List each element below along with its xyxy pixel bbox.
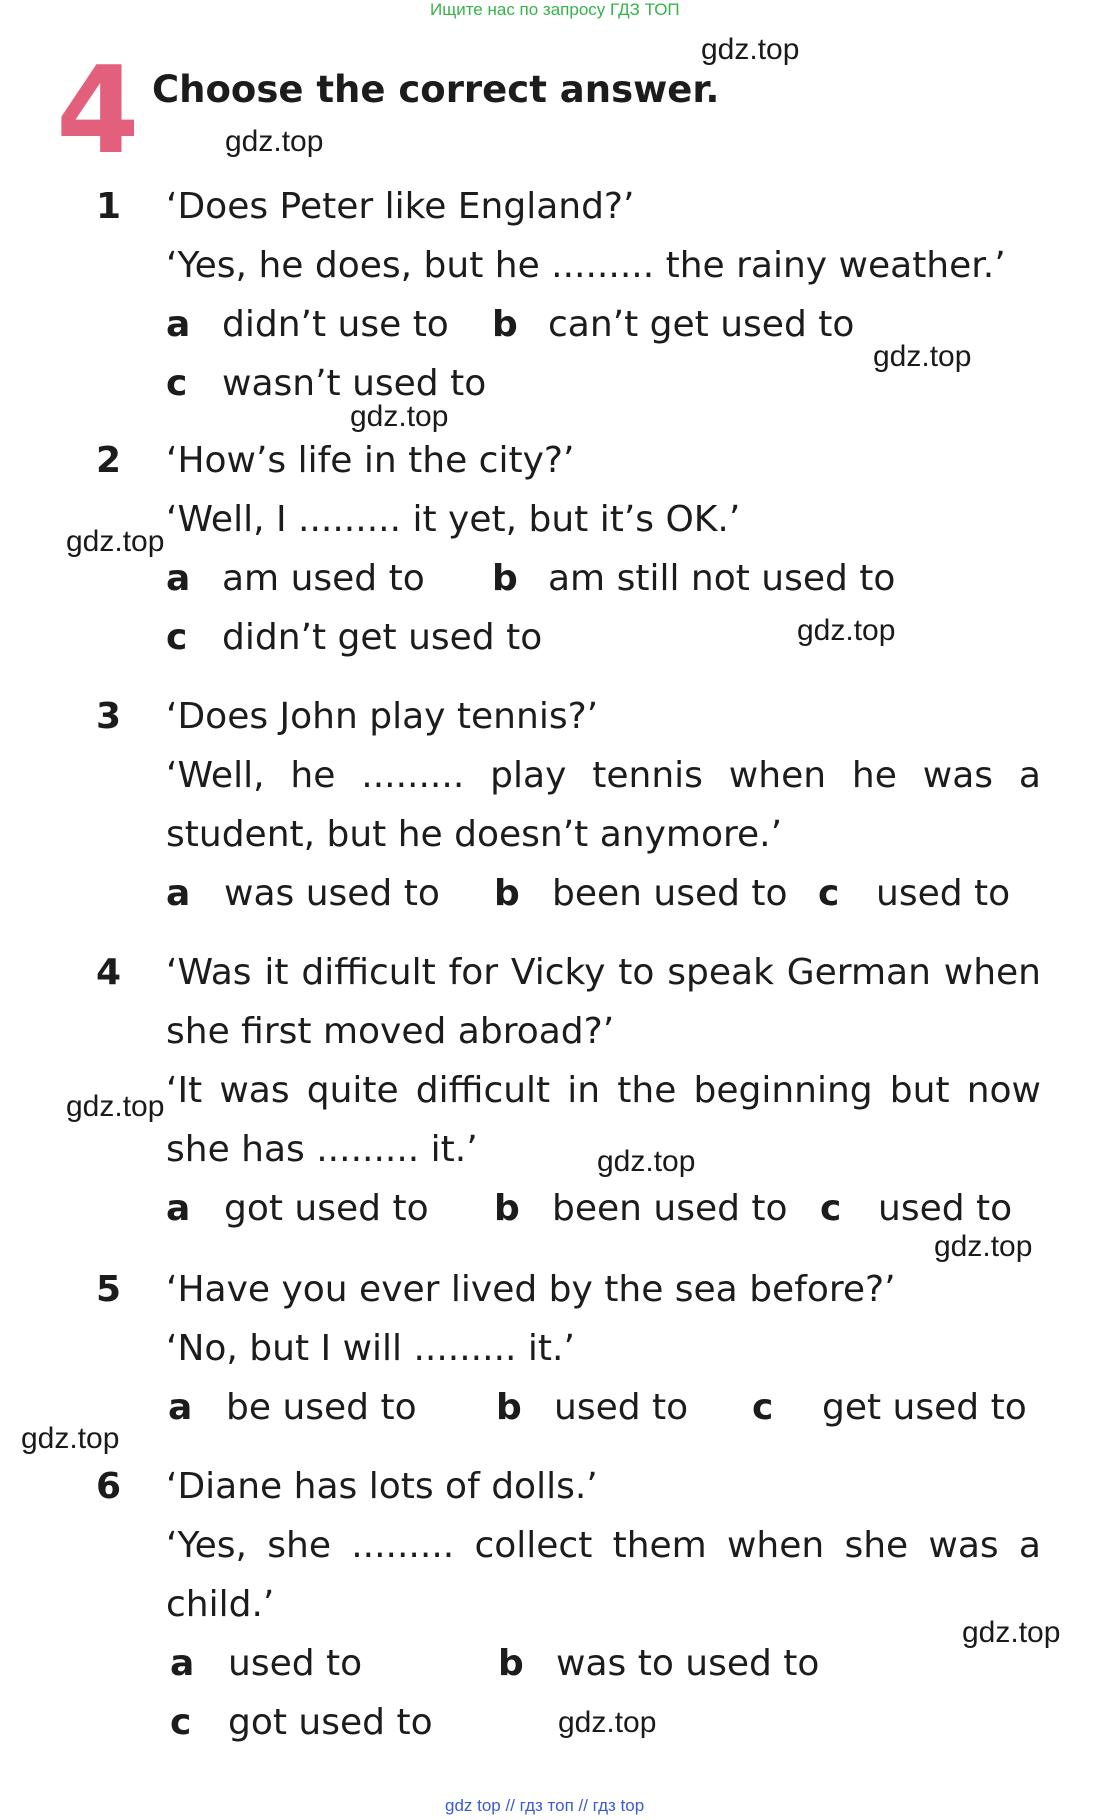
question-6-line-2: ‘Yes, she ......... collect them when she was a xyxy=(166,1525,1041,1566)
question-4-line-3: ‘It was quite difficult in the beginning but now xyxy=(166,1070,1041,1111)
question-5-option-b-letter: b xyxy=(496,1387,522,1428)
question-4-option-a: got used to xyxy=(224,1188,429,1229)
question-3-option-c-letter: c xyxy=(818,873,840,914)
watermark: gdz.top xyxy=(21,1422,120,1455)
question-3-line-2: ‘Well, he ......... play tennis when he was a xyxy=(166,755,1041,796)
exercise-number: 4 xyxy=(56,42,140,181)
watermark: gdz.top xyxy=(797,614,896,647)
question-6-option-a: used to xyxy=(228,1643,363,1684)
question-3-option-a: was used to xyxy=(224,873,440,914)
watermark: gdz.top xyxy=(701,33,800,66)
question-3-option-c: used to xyxy=(876,873,1011,914)
question-5-option-a-letter: a xyxy=(168,1387,193,1428)
question-6-line-3: child.’ xyxy=(166,1584,275,1625)
question-6-option-c: got used to xyxy=(228,1702,433,1743)
footer-caption: gdz top // гдз топ // гдз top xyxy=(445,1796,645,1815)
question-6-option-c-letter: c xyxy=(170,1702,192,1743)
question-1-option-a-letter: a xyxy=(166,304,191,345)
question-2-option-a: am used to xyxy=(222,558,425,599)
watermark: gdz.top xyxy=(558,1706,657,1739)
watermark: gdz.top xyxy=(66,525,165,558)
question-4-option-b: been used to xyxy=(552,1188,788,1229)
question-1-line-2: ‘Yes, he does, but he ......... the rainy weather.’ xyxy=(166,245,1006,286)
question-4-line-1: ‘Was it difficult for Vicky to speak German when xyxy=(166,952,1041,993)
question-1-option-b: can’t get used to xyxy=(548,304,855,345)
question-3-line-3: student, but he doesn’t anymore.’ xyxy=(166,814,783,855)
question-6-line-1: ‘Diane has lots of dolls.’ xyxy=(166,1466,598,1507)
question-3-option-b: been used to xyxy=(552,873,788,914)
question-2-line-2: ‘Well, I ......... it yet, but it’s OK.’ xyxy=(166,499,741,540)
question-1-number: 1 xyxy=(96,186,122,227)
question-5-number: 5 xyxy=(96,1269,122,1310)
question-2-number: 2 xyxy=(96,440,122,481)
question-2-option-c: didn’t get used to xyxy=(222,617,543,658)
exercise-instruction: Choose the correct answer. xyxy=(152,68,720,111)
question-4-option-c: used to xyxy=(878,1188,1013,1229)
question-4-line-4: she has ......... it.’ xyxy=(166,1129,478,1170)
question-2-option-a-letter: a xyxy=(166,558,191,599)
question-3-option-b-letter: b xyxy=(494,873,520,914)
top-banner: Ищите нас по запросу ГДЗ ТОП xyxy=(430,0,680,19)
watermark: gdz.top xyxy=(350,400,449,433)
question-3-option-a-letter: a xyxy=(166,873,191,914)
question-1-option-c: wasn’t used to xyxy=(222,363,487,404)
question-5-option-c: get used to xyxy=(822,1387,1027,1428)
watermark: gdz.top xyxy=(962,1616,1061,1649)
question-1-option-a: didn’t use to xyxy=(222,304,449,345)
watermark: gdz.top xyxy=(934,1230,1033,1263)
question-5-line-2: ‘No, but I will ......... it.’ xyxy=(166,1328,575,1369)
watermark: gdz.top xyxy=(873,340,972,373)
question-1-line-1: ‘Does Peter like England?’ xyxy=(166,186,635,227)
question-5-option-b: used to xyxy=(554,1387,689,1428)
question-4-option-c-letter: c xyxy=(820,1188,842,1229)
watermark: gdz.top xyxy=(66,1090,165,1123)
question-3-number: 3 xyxy=(96,696,122,737)
question-4-option-a-letter: a xyxy=(166,1188,191,1229)
question-6-option-a-letter: a xyxy=(170,1643,195,1684)
question-4-option-b-letter: b xyxy=(494,1188,520,1229)
watermark: gdz.top xyxy=(597,1145,696,1178)
question-2-option-b-letter: b xyxy=(492,558,518,599)
question-6-option-b: was to used to xyxy=(556,1643,820,1684)
question-3-line-1: ‘Does John play tennis?’ xyxy=(166,696,599,737)
watermark: gdz.top xyxy=(225,125,324,158)
question-1-option-b-letter: b xyxy=(492,304,518,345)
question-4-number: 4 xyxy=(96,952,122,993)
question-5-line-1: ‘Have you ever lived by the sea before?’ xyxy=(166,1269,896,1310)
question-2-line-1: ‘How’s life in the city?’ xyxy=(166,440,575,481)
question-5-option-a: be used to xyxy=(226,1387,417,1428)
question-6-number: 6 xyxy=(96,1466,122,1507)
question-2-option-c-letter: c xyxy=(166,617,188,658)
question-4-line-2: she first moved abroad?’ xyxy=(166,1011,615,1052)
question-6-option-b-letter: b xyxy=(498,1643,524,1684)
question-5-option-c-letter: c xyxy=(752,1387,774,1428)
question-1-option-c-letter: c xyxy=(166,363,188,404)
question-2-option-b: am still not used to xyxy=(548,558,896,599)
